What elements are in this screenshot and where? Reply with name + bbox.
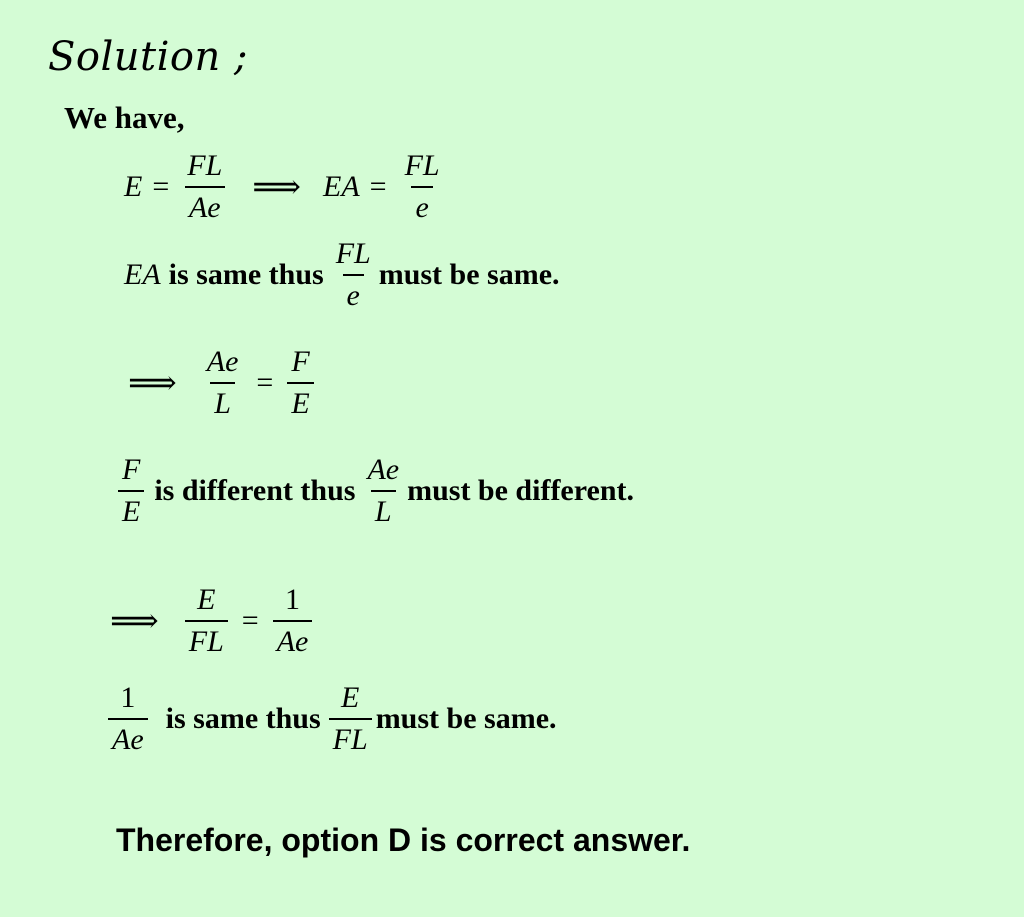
eq1-equals-2: = <box>369 169 387 203</box>
eq2-equals: = <box>256 365 274 399</box>
stmt2-frac1-denominator: E <box>118 490 144 528</box>
eq3-fraction-1 <box>185 584 228 657</box>
stmt2-frac2-numerator: Ae <box>367 453 400 486</box>
equation-3 <box>88 584 316 657</box>
stmt3-text-1: is same thus <box>165 701 321 735</box>
equation-2 <box>106 346 318 419</box>
eq2-frac2-numerator: F <box>291 345 310 378</box>
stmt1-fraction <box>332 238 375 311</box>
stmt3-frac1-denominator: Ae <box>108 718 148 756</box>
eq1-implies-arrow: ⟹ <box>252 168 302 206</box>
eq2-fraction-1 <box>203 346 243 419</box>
stmt1-frac-denominator: e <box>343 274 364 312</box>
eq2-frac2-denominator: E <box>287 382 313 420</box>
eq1-frac1-denominator: Ae <box>185 186 225 224</box>
eq3-frac1-numerator: E <box>197 583 216 616</box>
eq1-fraction-2 <box>401 150 444 223</box>
eq1-frac2-numerator: FL <box>404 149 440 182</box>
stmt3-frac2-denominator: FL <box>329 718 372 756</box>
stmt3-text-2: must be same. <box>375 701 557 735</box>
conclusion-text: Therefore, option D is correct answer. <box>116 822 691 858</box>
stmt3-fraction-2 <box>329 682 372 755</box>
eq1-lhs: E <box>124 169 143 203</box>
stmt2-fraction-2 <box>363 454 403 527</box>
stmt2-text-1: is different thus <box>154 473 356 507</box>
stmt2-frac2-denominator: L <box>371 490 396 528</box>
eq3-frac1-denominator: FL <box>185 620 228 658</box>
stmt2-text-2: must be different. <box>407 473 635 507</box>
statement-3 <box>104 682 557 755</box>
eq3-fraction-2 <box>273 584 313 657</box>
intro-text: We have, <box>64 100 185 135</box>
stmt1-variable: EA <box>124 257 161 291</box>
eq1-lhs2: EA <box>323 169 360 203</box>
eq3-implies-arrow: ⟹ <box>110 602 159 640</box>
eq1-equals: = <box>152 169 170 203</box>
eq2-frac1-numerator: Ae <box>206 345 239 378</box>
eq1-frac2-denominator: e <box>411 186 432 224</box>
eq3-frac2-numerator: 1 <box>285 583 300 616</box>
eq3-equals: = <box>241 603 259 637</box>
statement-1 <box>124 238 560 311</box>
eq1-frac1-numerator: FL <box>187 149 223 182</box>
equation-1 <box>124 150 448 223</box>
eq1-fraction-1 <box>183 150 226 223</box>
stmt1-text-1: is same thus <box>168 257 324 291</box>
eq3-frac2-denominator: Ae <box>273 620 313 658</box>
stmt1-frac-numerator: FL <box>335 237 371 270</box>
solution-heading: Solution ; <box>48 34 248 80</box>
stmt1-text-2: must be same. <box>378 257 560 291</box>
statement-2 <box>114 454 634 527</box>
eq2-fraction-2 <box>287 346 313 419</box>
stmt3-frac1-numerator: 1 <box>120 681 136 714</box>
stmt3-frac2-numerator: E <box>341 681 360 714</box>
stmt2-frac1-numerator: F <box>122 453 141 486</box>
stmt3-fraction-1 <box>108 682 148 755</box>
stmt2-fraction-1 <box>118 454 144 527</box>
eq2-frac1-denominator: L <box>210 382 235 420</box>
eq2-implies-arrow: ⟹ <box>128 364 177 402</box>
